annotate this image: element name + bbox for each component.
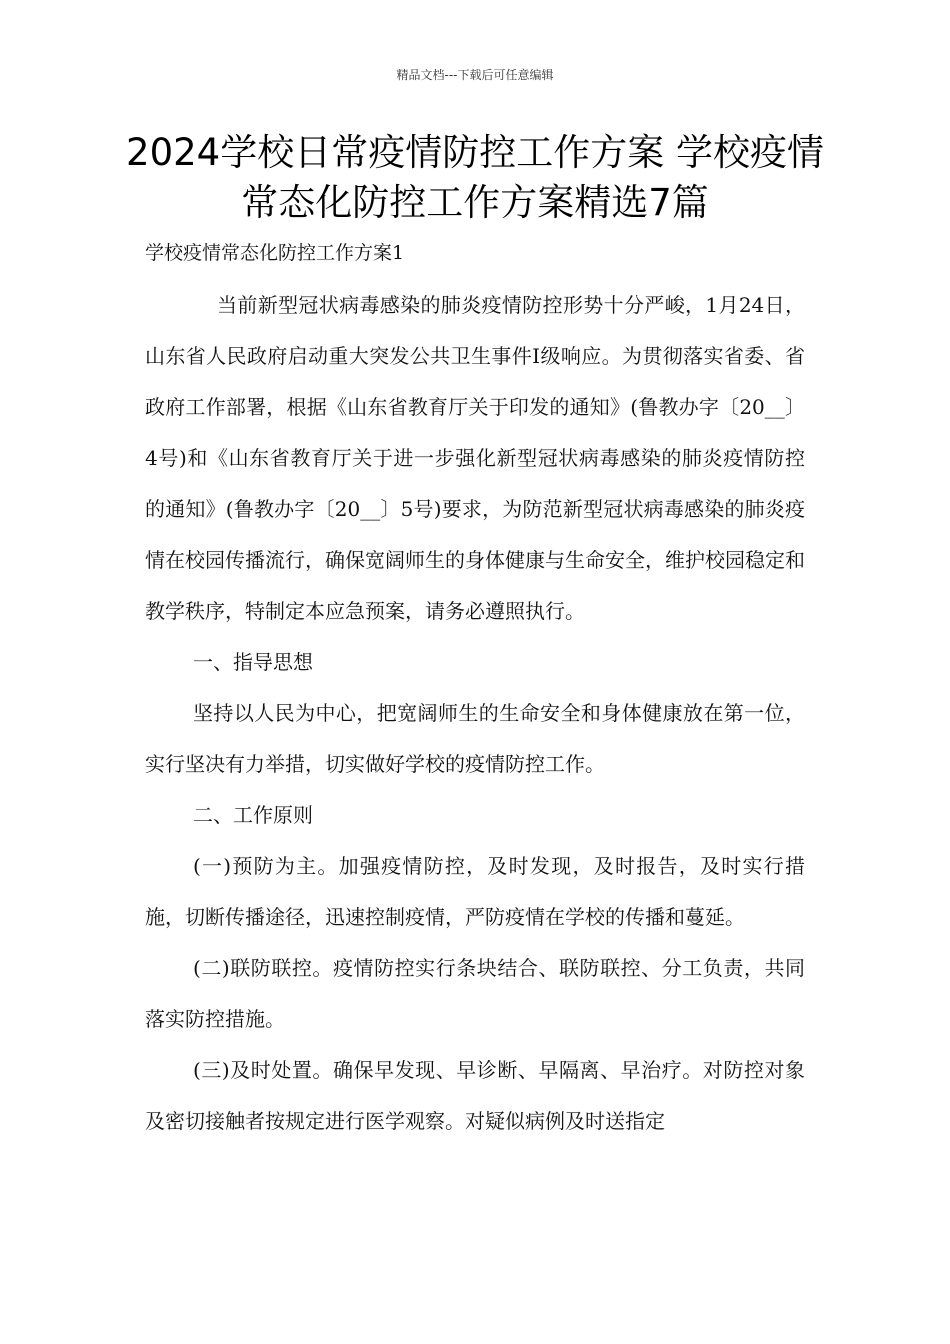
paragraph-principle-3: (三)及时处置。确保早发现、早诊断、早隔离、早治疗。对防控对象及密切接触者按规定进行医学观察。对疑似病例及时送指定 [145, 1058, 805, 1133]
heading-work-principles: 二、工作原则 [193, 803, 313, 827]
paragraph-guiding-ideology: 坚持以人民为中心，把宽阔师生的生命安全和身体健康放在第一位，实行坚决有力举措，切实做好学校的疫情防控工作。 [145, 701, 805, 776]
document-body [145, 280, 805, 1147]
heading-guiding-ideology: 一、指导思想 [193, 650, 313, 674]
paragraph-principle-1: (一)预防为主。加强疫情防控，及时发现，及时报告，及时实行措施，切断传播途径，迅速控制疫情，严防疫情在学校的传播和蔓延。 [145, 854, 805, 929]
paragraph-principle-2: (二)联防联控。疫情防控实行条块结合、联防联控、分工负责，共同落实防控措施。 [145, 956, 805, 1031]
document-title: 2024学校日常疫情防控工作方案 学校疫情常态化防控工作方案精选7篇 [126, 131, 824, 224]
paragraph-intro: 当前新型冠状病毒感染的肺炎疫情防控形势十分严峻，1月24日，山东省人民政府启动重大突发公共卫生事件Ⅰ级响应。为贯彻落实省委、省政府工作部署，根据《山东省教育厅关于印发的通知》(鲁教办字〔20__〕4号)和《山东省教育厅关于进一步强化新型冠状病毒感染的肺炎疫情防控的通知》(鲁教办字〔20__〕5号)要求，为防范新型冠状病毒感染的肺炎疫情在校园传播流行，确保宽阔师生的身体健康与生命安全，维护校园稳定和教学秩序，特制定本应急预案，请务必遵照执行。 [145, 293, 805, 623]
document-subtitle: 学校疫情常态化防控工作方案1 [145, 242, 405, 264]
header-note: 精品文档---下载后可任意编辑 [396, 68, 554, 82]
